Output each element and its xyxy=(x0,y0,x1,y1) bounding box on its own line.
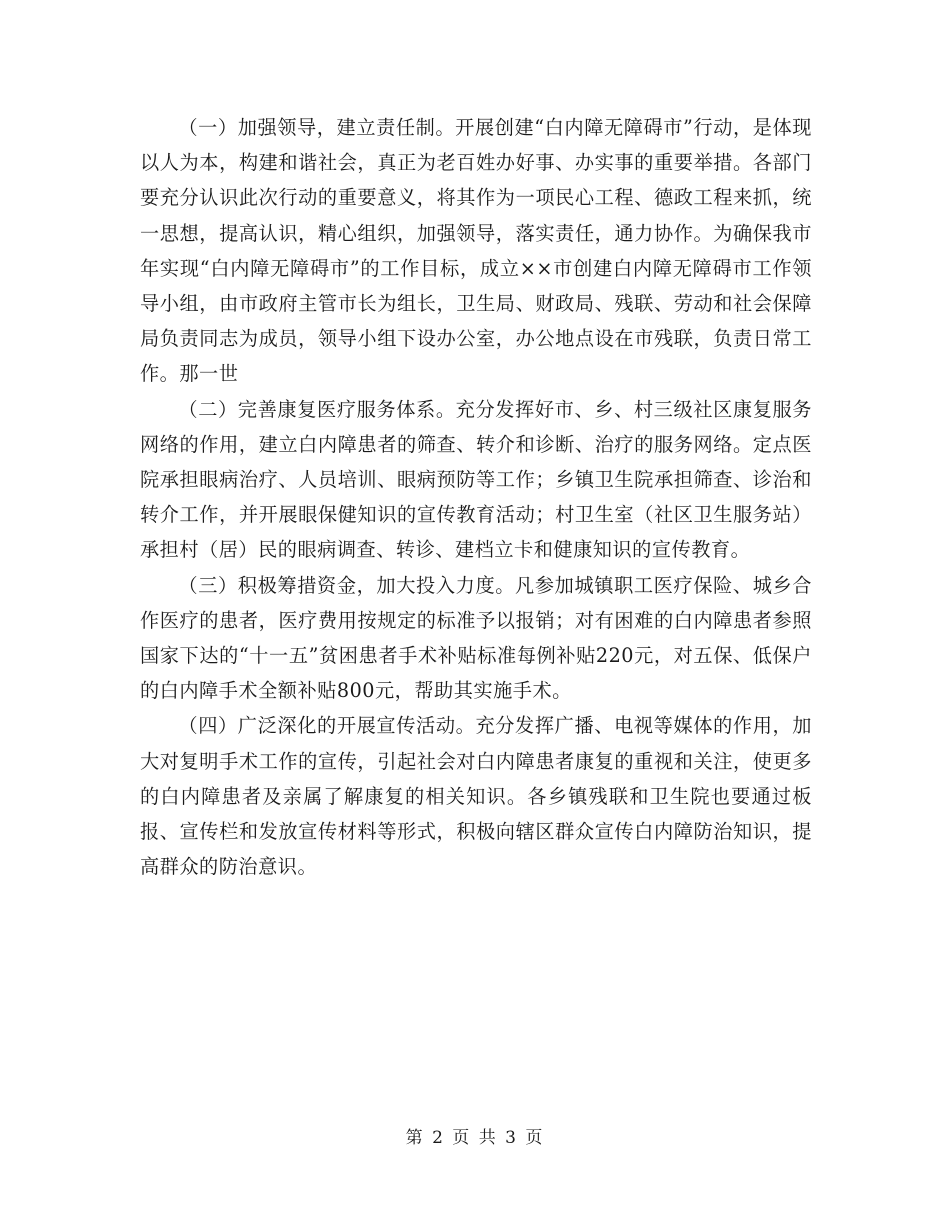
paragraph-leadership: （一）加强领导，建立责任制。开展创建“白内障无障碍市”行动，是体现以人为本，构建和谐社会，真正为老百姓办好事、办实事的重要举措。各部门要充分认识此次行动的重要意义，将其作为一项民心工程、德政工程来抓，统一思想，提高认识，精心组织，加强领导，落实责任，通力协作。为确保我市年实现“白内障无障碍市”的工作目标，成立××市创建白内障无障碍市工作领导小组，由市政府主管市长为组长，卫生局、财政局、残联、劳动和社会保障局负责同志为成员，领导小组下设办公室，办公地点设在市残联，负责日常工作。那一世 xyxy=(140,116,812,386)
paragraph-publicity: （四）广泛深化的开展宣传活动。充分发挥广播、电视等媒体的作用，加大对复明手术工作的宣传，引起社会对白内障患者康复的重视和关注，使更多的白内障患者及亲属了解康复的相关知识。各乡镇残联和卫生院也要通过板报、宣传栏和发放宣传材料等形式，积极向辖区群众宣传白内障防治知识，提高群众的防治意识。 xyxy=(140,714,812,879)
document-body xyxy=(140,110,812,884)
paragraph-funding: （三）积极筹措资金，加大投入力度。凡参加城镇职工医疗保险、城乡合作医疗的患者，医疗费用按规定的标准予以报销；对有困难的白内障患者参照国家下达的“十一五”贫困患者手术补贴标准每例补贴220元，对五保、低保户的白内障手术全额补贴800元，帮助其实施手术。 xyxy=(140,573,812,703)
paragraph-medical-service: （二）完善康复医疗服务体系。充分发挥好市、乡、村三级社区康复服务网络的作用，建立白内障患者的筛查、转介和诊断、治疗的服务网络。定点医院承担眼病治疗、人员培训、眼病预防等工作；乡镇卫生院承担筛查、诊治和转介工作，并开展眼保健知识的宣传教育活动；村卫生室（社区卫生服务站）承担村（居）民的眼病调查、转诊、建档立卡和健康知识的宣传教育。 xyxy=(140,397,812,562)
page-number-footer: 第 2 页 共 3 页 xyxy=(405,1128,545,1148)
